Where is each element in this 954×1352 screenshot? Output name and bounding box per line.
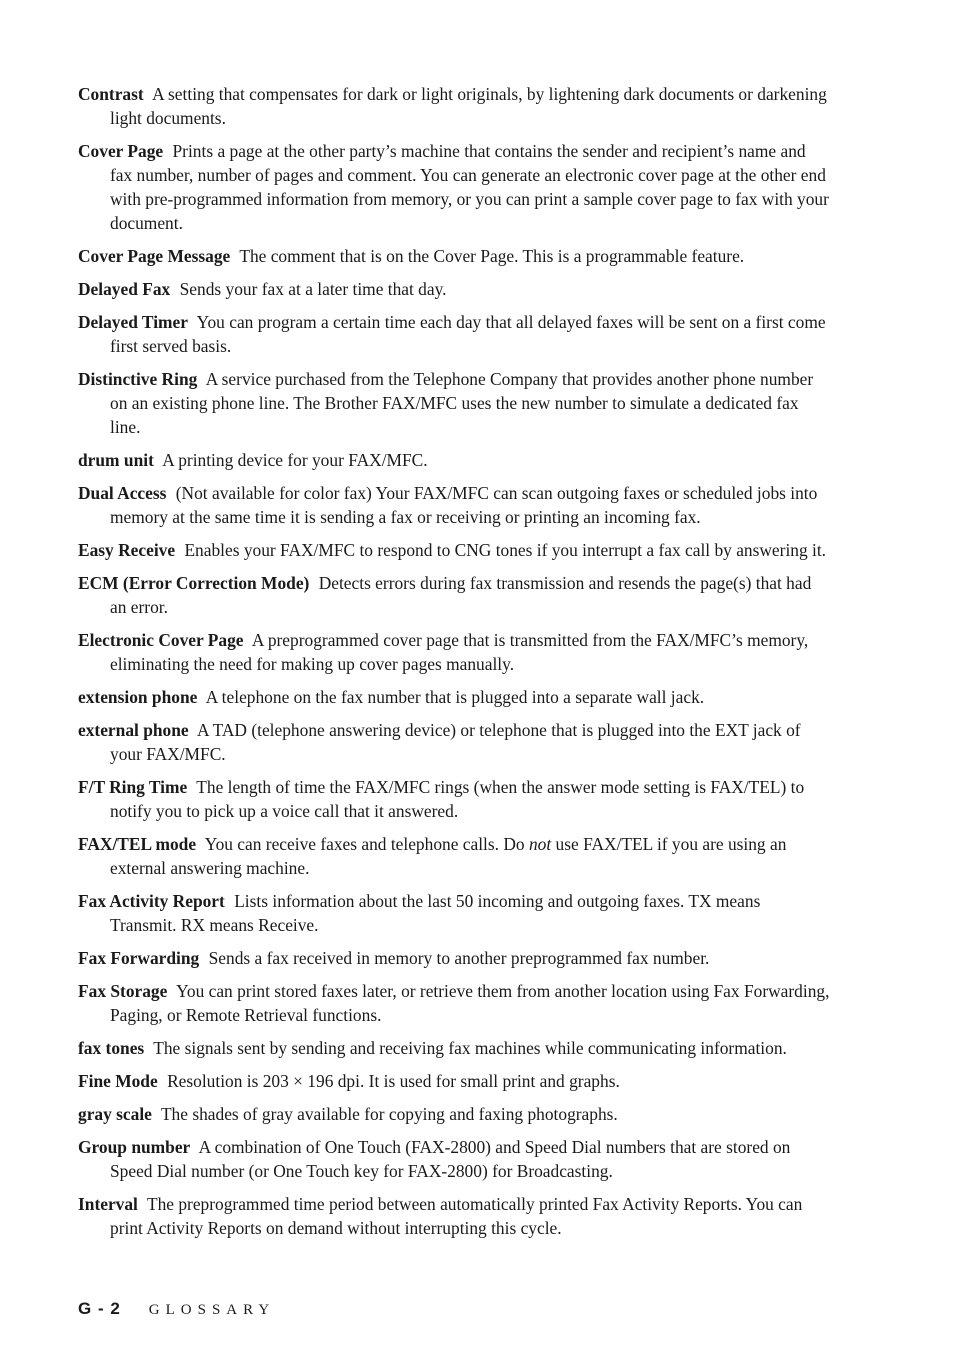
glossary-definition: A service purchased from the Telephone Company that provides another phone number on an existing phone line. The Brother FAX/MFC uses the new number to simulate a dedicated fax line. <box>110 369 814 437</box>
glossary-entry-external-phone <box>78 718 830 766</box>
glossary-entry-dual-access <box>78 481 830 529</box>
page-footer <box>78 1299 275 1323</box>
definition-text: use FAX/TEL if you are using an external answering machine. <box>110 834 787 878</box>
glossary-term: ECM (Error Correction Mode) <box>78 573 310 593</box>
definition-emphasis: not <box>528 834 552 854</box>
glossary-term: Distinctive Ring <box>78 369 198 389</box>
glossary-list <box>78 82 830 1249</box>
glossary-definition: Lists information about the last 50 incoming and outgoing faxes. TX means Transmit. RX means Receive. <box>110 891 761 935</box>
glossary-term: gray scale <box>78 1104 152 1124</box>
glossary-definition: (Not available for color fax) Your FAX/MFC can scan outgoing faxes or scheduled jobs into memory at the same time it is sending a fax or receiving or printing an incoming fax. <box>110 483 818 527</box>
glossary-definition <box>110 834 786 878</box>
section-label: GLOSSARY <box>148 1302 276 1318</box>
glossary-term: drum unit <box>78 450 154 470</box>
glossary-entry-delayed-timer <box>78 310 830 358</box>
glossary-definition: You can print stored faxes later, or retrieve them from another location using Fax Forwarding, Paging, or Remote Retrieval functions. <box>110 981 830 1025</box>
glossary-entry-fax-forwarding <box>78 946 830 970</box>
glossary-term: Cover Page Message <box>78 246 231 266</box>
glossary-entry-electronic-cover-page <box>78 628 830 676</box>
glossary-definition: Enables your FAX/MFC to respond to CNG tones if you interrupt a fax call by answering it. <box>184 540 827 560</box>
glossary-definition: Prints a page at the other party’s machine that contains the sender and recipient’s name and fax number, number of pages and comment. You can generate an electronic cover page at the other end with pre-programmed information from memory, or you can print a sample cover page to fax with your document. <box>110 141 829 233</box>
glossary-entry-fax-tones <box>78 1036 830 1060</box>
glossary-entry-drum-unit <box>78 448 830 472</box>
glossary-definition: The signals sent by sending and receiving fax machines while communicating information. <box>153 1038 787 1058</box>
glossary-term: Delayed Timer <box>78 312 188 332</box>
glossary-entry-fax-tel-mode <box>78 832 830 880</box>
glossary-definition: Resolution is 203 × 196 dpi. It is used for small print and graphs. <box>167 1071 620 1091</box>
glossary-definition: A combination of One Touch (FAX-2800) and Speed Dial numbers that are stored on Speed Dial number (or One Touch key for FAX-2800) for Broadcasting. <box>110 1137 791 1181</box>
glossary-definition: The comment that is on the Cover Page. This is a programmable feature. <box>239 246 745 266</box>
glossary-definition: A preprogrammed cover page that is transmitted from the FAX/MFC’s memory, eliminating the need for making up cover pages manually. <box>110 630 809 674</box>
glossary-entry-contrast <box>78 82 830 130</box>
glossary-entry-gray-scale <box>78 1102 830 1126</box>
glossary-definition: A telephone on the fax number that is plugged into a separate wall jack. <box>205 687 705 707</box>
glossary-entry-cover-page-message <box>78 244 830 268</box>
glossary-term: Fax Storage <box>78 981 168 1001</box>
glossary-term: Electronic Cover Page <box>78 630 244 650</box>
glossary-entry-delayed-fax <box>78 277 830 301</box>
definition-text: You can receive faxes and telephone calls. Do <box>204 834 529 854</box>
glossary-entry-fax-storage <box>78 979 830 1027</box>
glossary-definition: Detects errors during fax transmission and resends the page(s) that had an error. <box>110 573 812 617</box>
glossary-definition: You can program a certain time each day that all delayed faxes will be sent on a first come first served basis. <box>110 312 826 356</box>
glossary-entry-cover-page <box>78 139 830 235</box>
glossary-term: Group number <box>78 1137 191 1157</box>
glossary-definition: The length of time the FAX/MFC rings (when the answer mode setting is FAX/TEL) to notify you to pick up a voice call that it answered. <box>110 777 805 821</box>
glossary-term: Delayed Fax <box>78 279 171 299</box>
glossary-definition: A TAD (telephone answering device) or telephone that is plugged into the EXT jack of your FAX/MFC. <box>110 720 801 764</box>
glossary-entry-group-number <box>78 1135 830 1183</box>
glossary-definition: Sends your fax at a later time that day. <box>179 279 447 299</box>
glossary-entry-fax-activity-report <box>78 889 830 937</box>
glossary-entry-ecm <box>78 571 830 619</box>
glossary-term: Fine Mode <box>78 1071 158 1091</box>
glossary-term: fax tones <box>78 1038 145 1058</box>
glossary-term: extension phone <box>78 687 198 707</box>
glossary-entry-distinctive-ring <box>78 367 830 439</box>
glossary-definition: A setting that compensates for dark or light originals, by lightening dark documents or darkening light documents. <box>110 84 827 128</box>
glossary-definition: The shades of gray available for copying and faxing photographs. <box>160 1104 618 1124</box>
glossary-term: Fax Forwarding <box>78 948 200 968</box>
glossary-term: Easy Receive <box>78 540 176 560</box>
glossary-entry-fine-mode <box>78 1069 830 1093</box>
glossary-definition: The preprogrammed time period between automatically printed Fax Activity Reports. You can print Activity Reports on demand without interrupting this cycle. <box>110 1194 803 1238</box>
glossary-term: external phone <box>78 720 189 740</box>
glossary-term: Fax Activity Report <box>78 891 225 911</box>
glossary-term: Contrast <box>78 84 144 104</box>
glossary-term: Cover Page <box>78 141 164 161</box>
glossary-entry-extension-phone <box>78 685 830 709</box>
glossary-term: F/T Ring Time <box>78 777 188 797</box>
glossary-definition: A printing device for your FAX/MFC. <box>162 450 428 470</box>
glossary-term: Dual Access <box>78 483 167 503</box>
glossary-definition: Sends a fax received in memory to another preprogrammed fax number. <box>208 948 710 968</box>
glossary-term: Interval <box>78 1194 138 1214</box>
glossary-term: FAX/TEL mode <box>78 834 197 854</box>
glossary-entry-easy-receive <box>78 538 830 562</box>
page-number: G - 2 <box>78 1299 121 1318</box>
glossary-entry-interval <box>78 1192 830 1240</box>
glossary-entry-ft-ring-time <box>78 775 830 823</box>
